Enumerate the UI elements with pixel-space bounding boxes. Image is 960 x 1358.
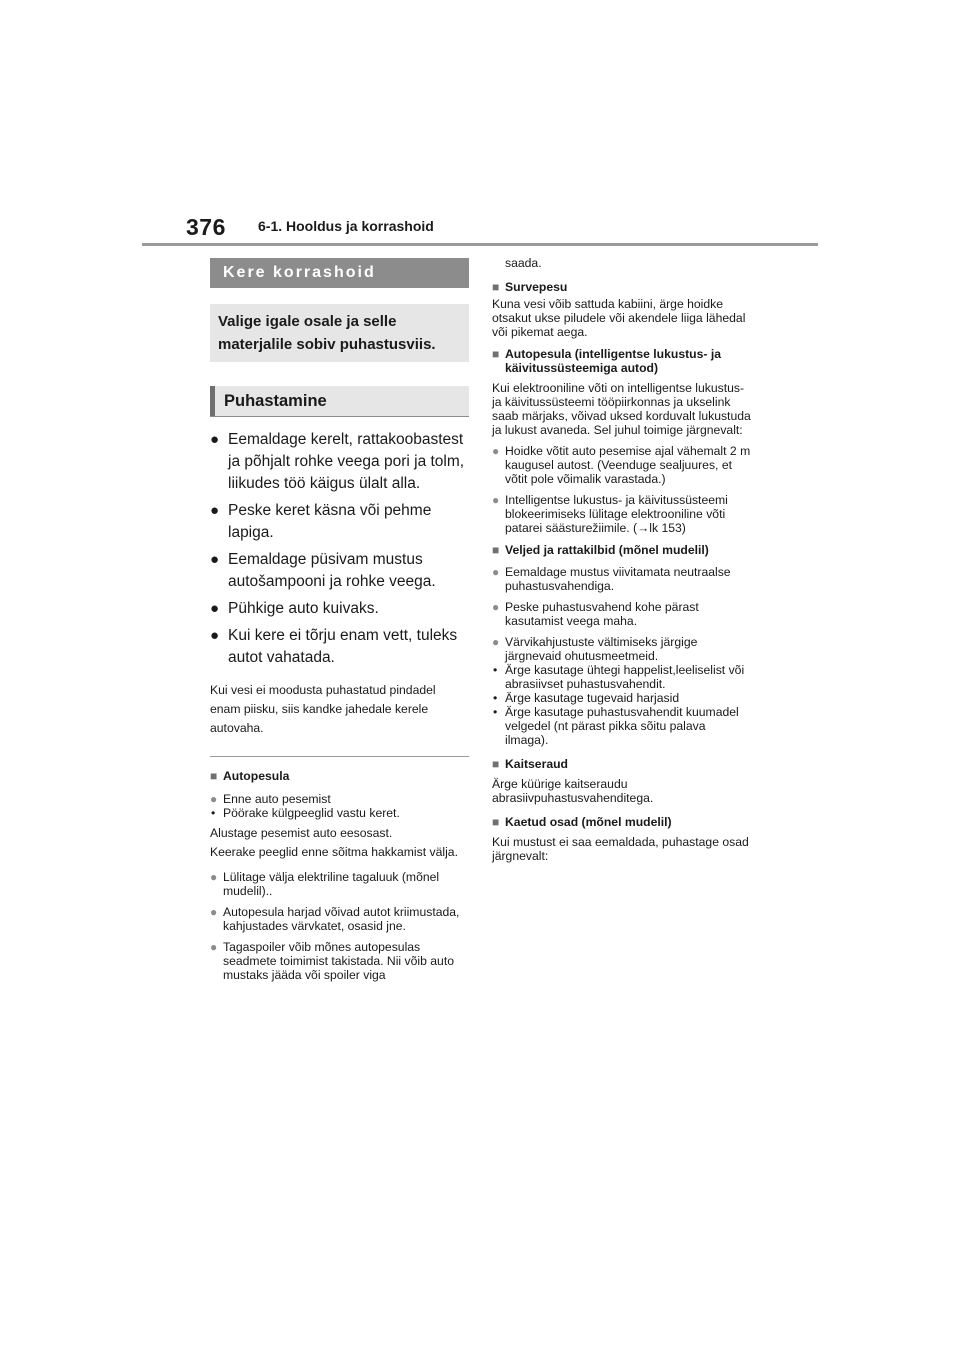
square-icon: ■	[492, 543, 500, 557]
heading-veljed: ■ Veljed ja rattakilbid (mõnel mudelil)	[492, 543, 709, 557]
paragraph: Kui mustust ei saa eemaldada, puhastage osad järgnevalt:	[492, 835, 749, 863]
list-item-text: Eemaldage kerelt, rattakoobastest ja põhjalt rohke veega pori ja tolm, liikudes töö käigus ülalt alla.	[228, 431, 465, 492]
header-rule	[142, 243, 818, 246]
circle-bullet-icon: ●	[492, 444, 500, 458]
subheading-puhastamine: Puhastamine	[210, 386, 469, 416]
list-item	[210, 500, 469, 544]
bullet-icon: ●	[210, 600, 220, 617]
square-icon: ■	[210, 769, 218, 783]
list-item	[210, 429, 469, 495]
heading-kaetud: ■ Kaetud osad (mõnel mudelil)	[492, 815, 672, 829]
heading-kaitseraud: ■ Kaitseraud	[492, 757, 568, 771]
paragraph: Kui elektrooniline võti on intelligentse lukustus- ja käivitussüsteemi tööpiirkonnas ja ukselink saab märjaks, võivad uksed korduvalt lukustuda ja lukust avaneda. Sel juhul toimige järgnevalt:	[492, 381, 751, 437]
list-item-text: Peske keret käsna või pehme lapiga.	[228, 502, 432, 541]
list-item: ● Peske puhastusvahend kohe pärast kasutamist veega maha.	[492, 600, 699, 628]
paragraph: Keerake peeglid enne sõitma hakkamist välja.	[210, 845, 458, 859]
heading-survepesu: ■ Survepesu	[492, 280, 568, 294]
dash-icon: •	[211, 806, 216, 820]
list-item: ● Lülitage välja elektriline tagaluuk (mõnel mudelil)..	[210, 870, 440, 898]
cleaning-steps	[210, 429, 469, 669]
heading-autopesula-smart: ■ Autopesula (intelligentse lukustus- ja käivitussüsteemiga autod)	[492, 347, 722, 375]
square-icon: ■	[492, 815, 500, 829]
list-item: ● Värvikahjustuste vältimiseks järgige järgnevaid ohutusmeetmeid.	[492, 635, 698, 663]
intro-box: Valige igale osale ja selle materjalile sobiv puhastusviis.	[210, 304, 469, 362]
circle-bullet-icon: ●	[210, 905, 218, 919]
paragraph: Ärge küürige kaitseraudu abrasiivpuhastusvahenditega.	[492, 777, 654, 805]
circle-bullet-icon: ●	[492, 493, 500, 507]
square-icon: ■	[492, 280, 500, 294]
left-column	[210, 258, 469, 982]
list-item: ● Enne auto pesemist	[210, 792, 331, 806]
list-item: ● Intelligentse lukustus- ja käivitussüsteemi blokeerimiseks lülitage elektrooniline võti patarei säästurežiimile. (→lk 153)	[492, 493, 728, 535]
bullet-icon: ●	[210, 502, 220, 519]
continued-text: saada.	[505, 256, 542, 270]
dash-icon: •	[493, 705, 498, 719]
bullet-icon: ●	[210, 551, 220, 568]
heading-autopesula: ■ Autopesula	[210, 769, 290, 783]
paragraph: Alustage pesemist auto eesosast.	[210, 826, 393, 840]
circle-bullet-icon: ●	[492, 635, 500, 649]
list-item: ● Tagaspoiler võib mõnes autopesulas seadmete toimimist takistada. Nii võib auto mustaks jääda või spoiler viga	[210, 940, 454, 982]
dash-item: • Ärge kasutage ühtegi happelist,leeliselist või abrasiivset puhastusvahendit.	[493, 663, 745, 691]
list-item: ● Hoidke võtit auto pesemise ajal vähemalt 2 m kaugusel autost. (Veenduge sealjuures, et võtit pole võimalik varastada.)	[492, 444, 751, 486]
list-item	[210, 549, 469, 593]
list-item: ● Autopesula harjad võivad autot kriimustada, kahjustades värvkatet, osasid jne.	[210, 905, 460, 933]
square-icon: ■	[492, 347, 500, 361]
chapter-title: 6-1. Hooldus ja korrashoid	[258, 218, 434, 234]
circle-bullet-icon: ●	[492, 600, 500, 614]
dash-item: • Ärge kasutage tugevaid harjasid	[493, 691, 680, 705]
circle-bullet-icon: ●	[210, 792, 218, 806]
circle-bullet-icon: ●	[210, 940, 218, 954]
list-item: ● Eemaldage mustus viivitamata neutraalse puhastusvahendiga.	[492, 565, 731, 593]
square-icon: ■	[492, 757, 500, 771]
list-item-text: Kui kere ei tõrju enam vett, tuleks autot vahatada.	[228, 627, 458, 666]
circle-bullet-icon: ●	[492, 565, 500, 579]
dash-item: • Ärge kasutage puhastusvahendit kuumadel velgedel (nt pärast pikka sõitu palava ilmaga).	[493, 705, 739, 747]
paragraph: Kuna vesi võib sattuda kabiini, ärge hoidke otsakut ukse piludele või akendele liiga lähedal või pikemat aega.	[492, 297, 746, 339]
bullet-icon: ●	[210, 431, 220, 448]
section-divider	[210, 756, 469, 757]
dash-item: • Pöörake külgpeeglid vastu keret.	[211, 806, 400, 820]
list-item-text: Eemaldage püsivam mustus autošampooni ja rohke veega.	[228, 551, 436, 590]
list-item	[210, 625, 469, 669]
wax-note: Kui vesi ei moodusta puhastatud pindadel enam piisku, siis kandke jahedale kerele autovaha.	[210, 683, 436, 735]
section-title: Kere korrashoid	[210, 258, 469, 288]
page-number: 376	[186, 214, 226, 240]
right-column	[492, 256, 752, 863]
list-item	[210, 598, 469, 620]
list-item-text: Pühkige auto kuivaks.	[228, 600, 379, 617]
dash-icon: •	[493, 691, 498, 705]
dash-icon: •	[493, 663, 498, 677]
circle-bullet-icon: ●	[210, 870, 218, 884]
bullet-icon: ●	[210, 627, 220, 644]
subheading-rule	[210, 416, 469, 417]
